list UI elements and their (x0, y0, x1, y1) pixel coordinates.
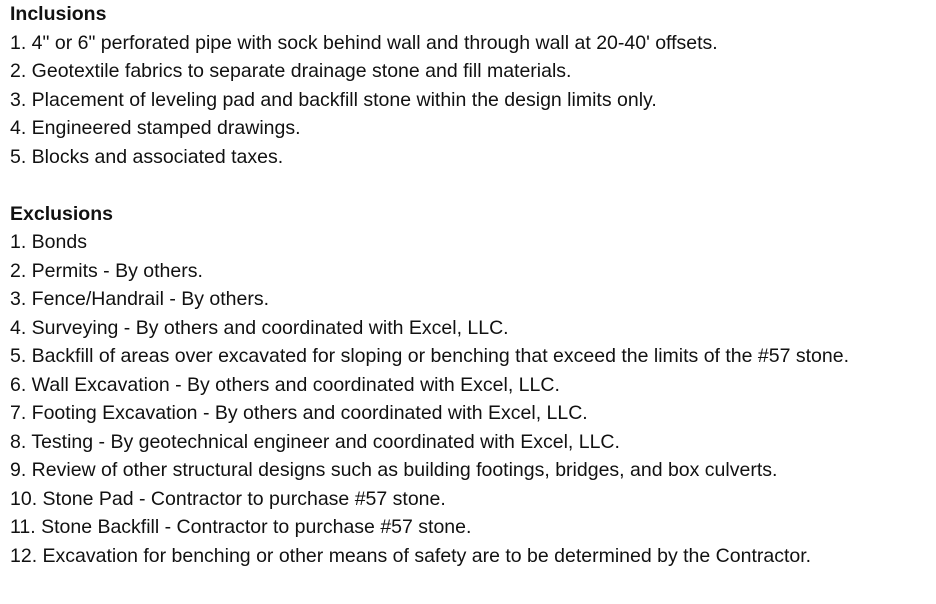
exclusion-item: 12. Excavation for benching or other means of safety are to be determined by the Contractor. (10, 544, 812, 567)
exclusion-item: 1. Bonds (10, 231, 87, 253)
inclusion-item: 1. 4" or 6" perforated pipe with sock behind wall and through wall at 20-40' offsets. (10, 31, 718, 54)
exclusion-item: 3. Fence/Handrail - By others. (10, 288, 270, 310)
exclusions-list (10, 228, 930, 570)
exclusion-item: 10. Stone Pad - Contractor to purchase #57 stone. (10, 487, 446, 510)
section-spacer (10, 171, 930, 200)
exclusion-item: 7. Footing Excavation - By others and coordinated with Excel, LLC. (10, 402, 588, 424)
exclusion-item: 6. Wall Excavation - By others and coordinated with Excel, LLC. (10, 373, 560, 396)
exclusion-item: 9. Review of other structural designs such as building footings, bridges, and box culverts. (10, 459, 778, 481)
inclusions-list (10, 29, 930, 172)
inclusion-item: 2. Geotextile fabrics to separate drainage stone and fill materials. (10, 60, 572, 82)
exclusion-item: 2. Permits - By others. (10, 259, 203, 282)
exclusion-item: 4. Surveying - By others and coordinated with Excel, LLC. (10, 316, 509, 339)
document (10, 0, 930, 570)
inclusion-item: 4. Engineered stamped drawings. (10, 117, 301, 139)
inclusions-heading: Inclusions (10, 3, 107, 25)
exclusions-heading: Exclusions (10, 202, 113, 225)
inclusion-item: 3. Placement of leveling pad and backfill stone within the design limits only. (10, 88, 657, 111)
exclusion-item: 11. Stone Backfill - Contractor to purchase #57 stone. (10, 516, 472, 538)
exclusion-item: 5. Backfill of areas over excavated for sloping or benching that exceed the limits of the #57 stone. (10, 345, 849, 367)
exclusion-item: 8. Testing - By geotechnical engineer and coordinated with Excel, LLC. (10, 430, 620, 453)
inclusion-item: 5. Blocks and associated taxes. (10, 145, 284, 168)
